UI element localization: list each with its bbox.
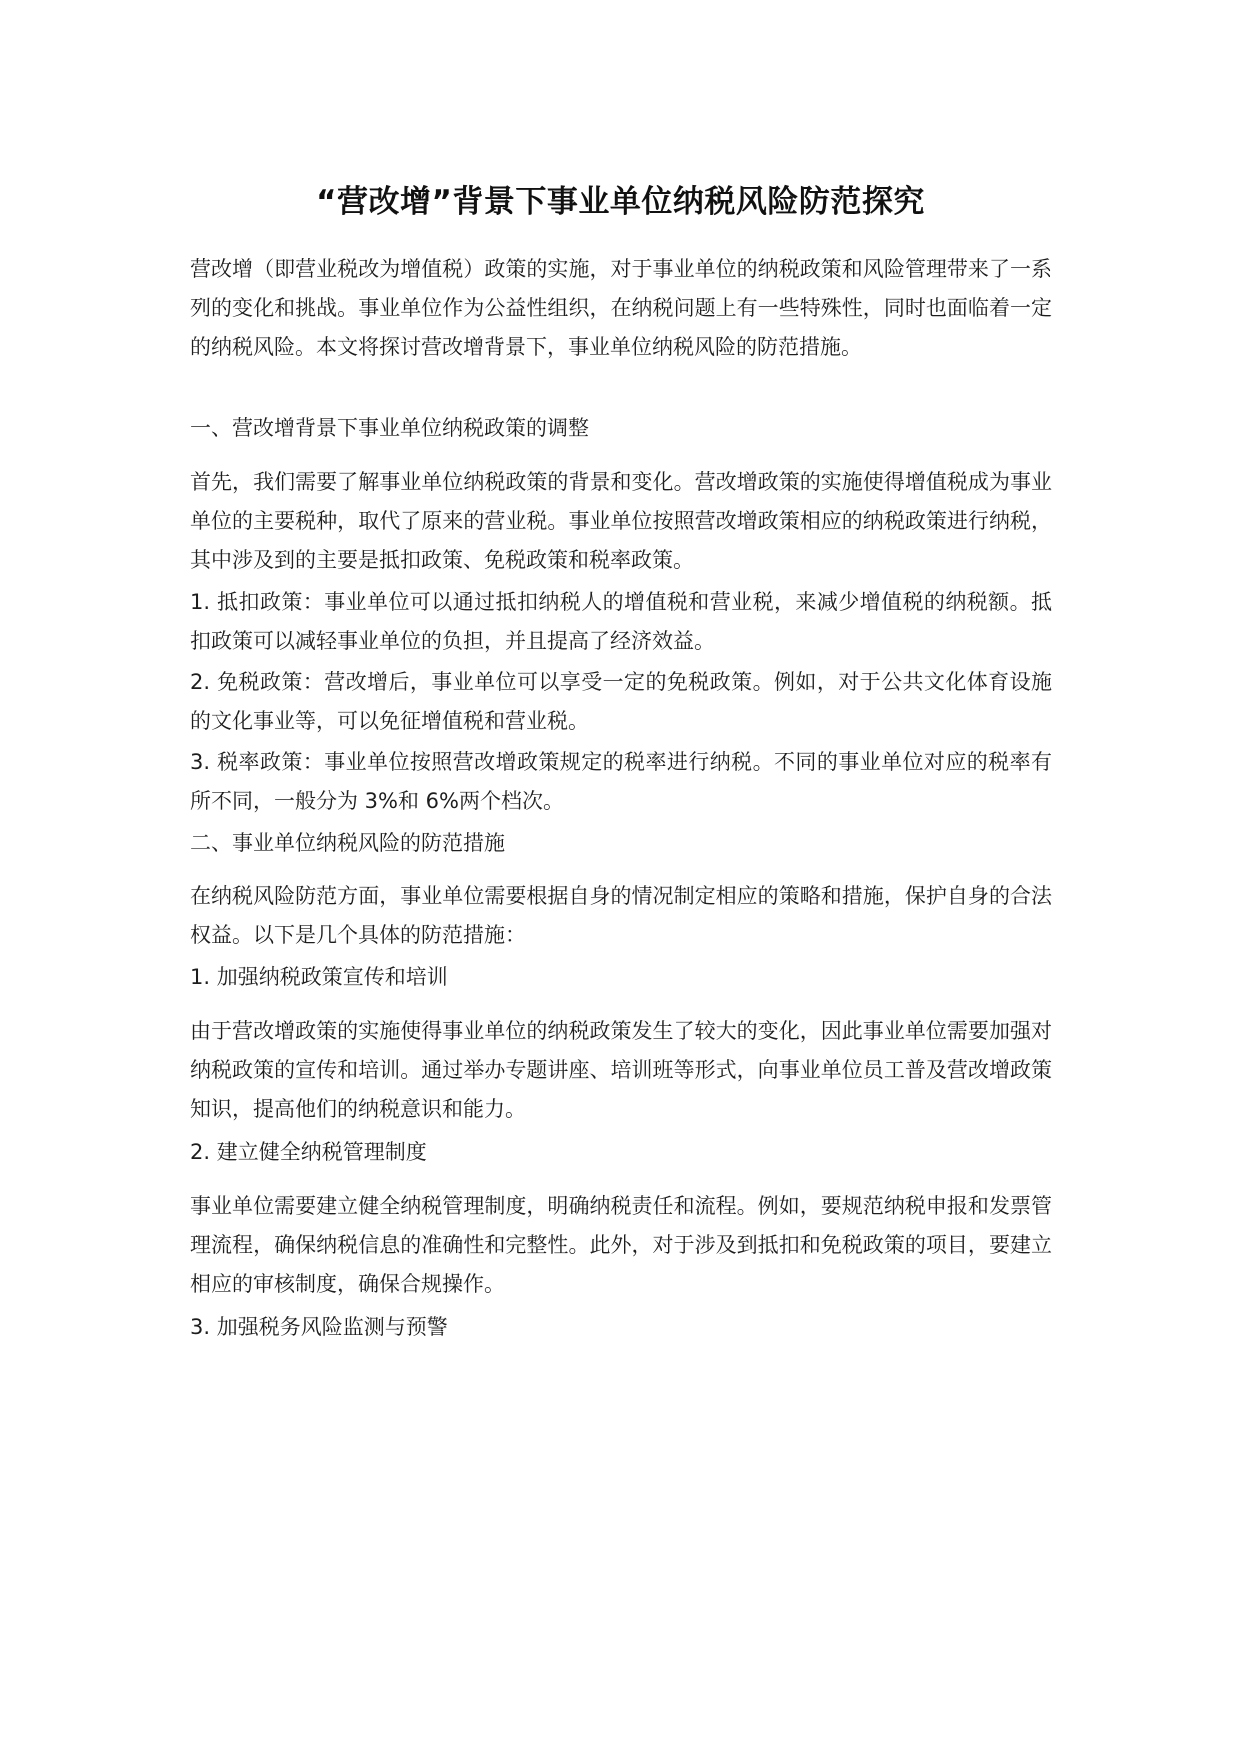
subheading-training: 1. 加强纳税政策宣传和培训 (190, 965, 448, 989)
paragraph-management-system: 事业单位需要建立健全纳税管理制度，明确纳税责任和流程。例如，要规范纳税申报和发票管理流程，确保纳税信息的准确性和完整性。此外，对于涉及到抵扣和免税政策的项目，要建立相应的审核制度，确保合规操作。 (190, 1194, 1052, 1296)
document-title: “营改增”背景下事业单位纳税风险防范探究 (316, 184, 925, 220)
paragraph-policy-background: 首先，我们需要了解事业单位纳税政策的背景和变化。营改增政策的实施使得增值税成为事业单位的主要税种，取代了原来的营业税。事业单位按照营改增政策相应的纳税政策进行纳税，其中涉及到的主要是抵扣政策、免税政策和税率政策。 (190, 470, 1052, 572)
paragraph-risk-prevention-intro: 在纳税风险防范方面，事业单位需要根据自身的情况制定相应的策略和措施，保护自身的合法权益。以下是几个具体的防范措施： (190, 884, 1052, 947)
paragraph-exemption-policy: 2. 免税政策：营改增后，事业单位可以享受一定的免税政策。例如，对于公共文化体育设施的文化事业等，可以免征增值税和营业税。 (190, 670, 1052, 733)
subheading-management-system: 2. 建立健全纳税管理制度 (190, 1140, 427, 1164)
paragraph-deduction-policy: 1. 抵扣政策：事业单位可以通过抵扣纳税人的增值税和营业税，来减少增值税的纳税额。抵扣政策可以减轻事业单位的负担，并且提高了经济效益。 (190, 590, 1052, 653)
subheading-risk-monitoring: 3. 加强税务风险监测与预警 (190, 1315, 448, 1339)
section-heading-2: 二、事业单位纳税风险的防范措施 (190, 831, 505, 855)
paragraph-tax-rate-policy: 3. 税率政策：事业单位按照营改增政策规定的税率进行纳税。不同的事业单位对应的税率有所不同，一般分为 3%和 6%两个档次。 (190, 750, 1052, 813)
section-heading-1: 一、营改增背景下事业单位纳税政策的调整 (190, 416, 589, 440)
paragraph-training: 由于营改增政策的实施使得事业单位的纳税政策发生了较大的变化，因此事业单位需要加强对纳税政策的宣传和培训。通过举办专题讲座、培训班等形式，向事业单位员工普及营改增政策知识，提高他们的纳税意识和能力。 (190, 1019, 1052, 1121)
intro-paragraph: 营改增（即营业税改为增值税）政策的实施，对于事业单位的纳税政策和风险管理带来了一系列的变化和挑战。事业单位作为公益性组织，在纳税问题上有一些特殊性，同时也面临着一定的纳税风险。本文将探讨营改增背景下，事业单位纳税风险的防范措施。 (190, 257, 1052, 359)
